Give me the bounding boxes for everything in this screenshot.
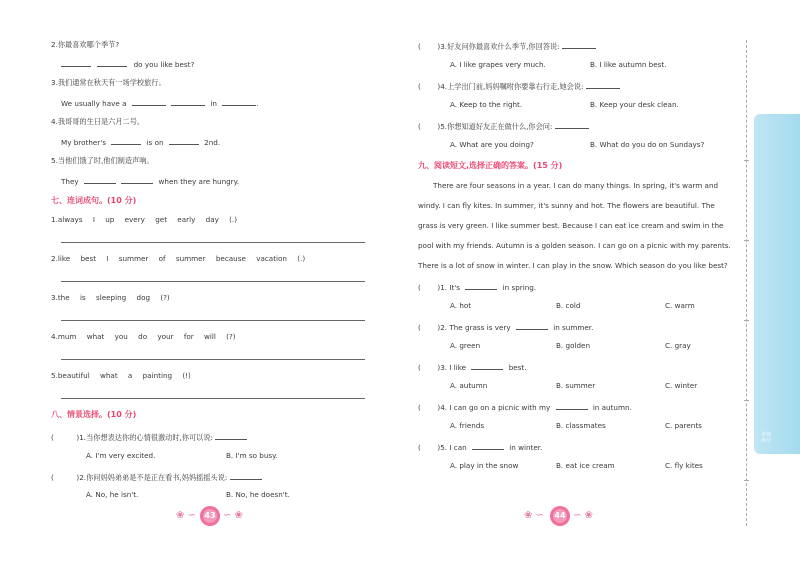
s7-item: 2.like best I summer of summer because vacation (.): [51, 254, 306, 263]
ruler-tick: [744, 480, 749, 481]
reading-q2: ( )2. The grass is very in summer.: [418, 323, 594, 332]
answer-blank[interactable]: [132, 97, 166, 106]
answer-blank[interactable]: [171, 97, 205, 106]
s7-item: 1.always I up every get early day (.): [51, 215, 238, 224]
answer-blank[interactable]: [562, 40, 596, 49]
passage-line: windy. I can fly kites. In summer, it's sunny and hot. The flowers are beautiful. The: [418, 201, 715, 210]
answer-blank[interactable]: [121, 175, 153, 184]
answer-blank[interactable]: [472, 441, 504, 450]
s8-q3-option-b: B. I like autumn best.: [590, 60, 667, 69]
reading-q5: ( )5. I can in winter.: [418, 443, 543, 452]
ruler-tick: [744, 400, 749, 401]
page-number: 44: [554, 511, 566, 520]
answer-blank[interactable]: [97, 58, 127, 67]
section-7-heading: 七、连词成句。(10 分): [51, 196, 137, 205]
reading-q4-option: A. friends: [450, 421, 485, 430]
answer-blank[interactable]: [111, 136, 141, 145]
s8-q2-option-a: A. No, he isn't.: [86, 490, 139, 499]
answer-blank[interactable]: [84, 175, 116, 184]
s7-item: 4.mum what you do your for will (?): [51, 332, 236, 341]
reading-q1-option: B. cold: [556, 301, 581, 310]
page-number: 43: [204, 511, 216, 520]
answer-blank[interactable]: [516, 321, 548, 330]
q3-english: We usually have a in .: [61, 99, 259, 108]
answer-blank[interactable]: [471, 361, 503, 370]
passage-line: grass is very green. I like summer best. Because I can eat ice cream and swim in the: [418, 221, 724, 230]
reading-q5-option: A. play in the snow: [450, 461, 519, 470]
answer-blank[interactable]: [230, 471, 262, 480]
reading-q1-option: C. warm: [665, 301, 695, 310]
s8-q3-option-a: A. I like grapes very much.: [450, 60, 546, 69]
ornament-left-icon: ❀ ∽: [176, 510, 196, 521]
answer-line[interactable]: [61, 242, 365, 243]
ruler-tick: [744, 160, 749, 161]
s8-q2-option-b: B. No, he doesn't.: [226, 490, 290, 499]
answer-blank[interactable]: [555, 120, 589, 129]
reading-q4-option: C. parents: [665, 421, 702, 430]
side-score-tab: [754, 114, 800, 454]
q4-english: My brother's is on 2nd.: [61, 138, 221, 147]
s7-item: 3.the is sleeping dog (?): [51, 293, 170, 302]
answer-blank[interactable]: [215, 431, 247, 440]
s8-q5: ( )5.你想知道好友正在做什么,你会问:: [418, 120, 589, 132]
answer-blank[interactable]: [169, 136, 199, 145]
s8-q3: ( )3.好友问你最喜欢什么季节,你回答说:: [418, 40, 596, 52]
answer-blank[interactable]: [465, 281, 497, 290]
section-9-heading: 九、阅读短文,选择正确的答案。(15 分): [418, 161, 563, 170]
reading-q3: ( )3. I like best.: [418, 363, 527, 372]
q5-chinese: 5.当他们饿了时,他们制造声响。: [51, 156, 154, 165]
s8-q4-option-b: B. Keep your desk clean.: [590, 100, 679, 109]
answer-blank[interactable]: [586, 80, 620, 89]
ornament-left-icon: ❀ ∽: [524, 510, 544, 521]
answer-line[interactable]: [61, 320, 365, 321]
reading-q1-option: A. hot: [450, 301, 472, 310]
reading-q4-option: B. classmates: [556, 421, 606, 430]
reading-q4: ( )4. I can go on a picnic with my in autumn.: [418, 403, 632, 412]
teacher-score-label: 老师评分: [760, 432, 771, 444]
s8-q4-option-a: A. Keep to the right.: [450, 100, 523, 109]
answer-blank[interactable]: [556, 401, 588, 410]
s8-q4: ( )4.上学出门前,妈妈嘱咐你要靠右行走,她会说:: [418, 80, 620, 92]
q2-english: do you like best?: [61, 58, 194, 70]
section-8-heading: 八、情景选择。(10 分): [51, 410, 137, 419]
s8-q5-option-a: A. What are you doing?: [450, 140, 534, 149]
answer-line[interactable]: [61, 359, 365, 360]
reading-q3-option: C. winter: [665, 381, 698, 390]
binding-ruler: [746, 40, 747, 526]
passage-line: There is a lot of snow in winter. I can play in the snow. Which season do you like best?: [418, 261, 728, 270]
reading-q3-option: B. summer: [556, 381, 596, 390]
s8-q1-option-a: A. I'm very excited.: [86, 451, 156, 460]
reading-q2-option: C. gray: [665, 341, 691, 350]
reading-q5-option: C. fly kites: [665, 461, 703, 470]
s8-q5-option-b: B. What do you do on Sundays?: [590, 140, 705, 149]
passage-line: There are four seasons in a year. I can do many things. In spring, it's warm and: [433, 181, 719, 190]
answer-blank[interactable]: [61, 58, 91, 67]
s7-item: 5.beautiful what a painting (!): [51, 371, 191, 380]
answer-line[interactable]: [61, 281, 365, 282]
reading-q3-option: A. autumn: [450, 381, 488, 390]
reading-q2-option: B. golden: [556, 341, 590, 350]
reading-q1: ( )1. It's in spring.: [418, 283, 537, 292]
s8-q1: ( )1.当你想表达你的心情很激动时,你可以说:: [51, 431, 247, 443]
answer-line[interactable]: [61, 398, 365, 399]
reading-q2-option: A. green: [450, 341, 481, 350]
ruler-tick: [744, 320, 749, 321]
s8-q2: ( )2.你问妈妈弟弟是不是正在看书,妈妈摇摇头说:: [51, 471, 262, 483]
q5-english: They when they are hungry.: [61, 177, 240, 186]
reading-q5-option: B. eat ice cream: [556, 461, 615, 470]
s8-q1-option-b: B. I'm so busy.: [226, 451, 278, 460]
q3-chinese: 3.我们通常在秋天有一场学校旅行。: [51, 78, 166, 87]
right-page: [400, 0, 800, 566]
q4-chinese: 4.我哥哥的生日是六月二号。: [51, 117, 145, 126]
ornament-right-icon: ∽ ❀: [573, 510, 593, 521]
ornament-right-icon: ∽ ❀: [223, 510, 243, 521]
passage-line: pool with my friends. Autumn is a golden season. I can go on a picnic with my parents.: [418, 241, 731, 250]
answer-blank[interactable]: [222, 97, 256, 106]
ruler-tick: [744, 240, 749, 241]
q2-chinese: 2.你最喜欢哪个季节?: [51, 40, 120, 49]
